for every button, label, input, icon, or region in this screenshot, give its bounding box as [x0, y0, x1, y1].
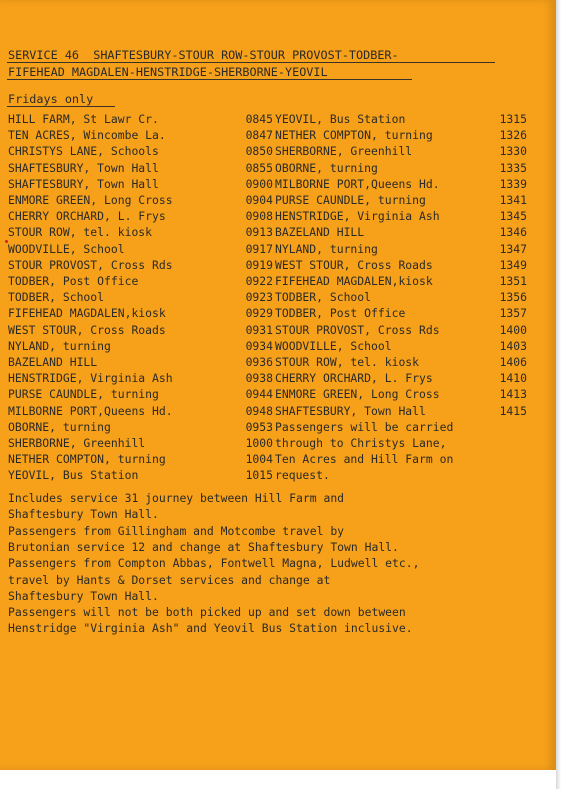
- timetable-time: 1326: [499, 128, 527, 143]
- timetable-time: 0847: [245, 128, 273, 143]
- ink-speck: [5, 240, 8, 243]
- service-heading-line2: FIFEHEAD MAGDALEN-HENSTRIDGE-SHERBORNE-YEOVIL: [8, 65, 328, 79]
- timetable-stop: TODBER, School: [8, 290, 105, 305]
- timetable-time: 1345: [499, 209, 527, 224]
- timetable-stop: NYLAND, turning: [275, 241, 378, 256]
- heading-underline-2: [7, 79, 412, 80]
- timetable-time: 0934: [245, 338, 273, 353]
- timetable-stop: CHERRY ORCHARD, L. Frys: [8, 209, 166, 224]
- footnote-line: Henstridge "Virginia Ash" and Yeovil Bus Station inclusive.: [8, 621, 413, 636]
- page-edge: [556, 0, 561, 789]
- timetable-time: 1347: [499, 241, 527, 256]
- timetable-stop: MILBORNE PORT,Queens Hd.: [8, 403, 173, 418]
- request-note-line: request.: [275, 468, 330, 483]
- timetable-stop: STOUR ROW, tel. kiosk: [8, 225, 153, 240]
- timetable-time: 0908: [245, 209, 273, 224]
- request-note-line: Ten Acres and Hill Farm on: [275, 452, 454, 467]
- timetable-stop: NYLAND, turning: [8, 338, 111, 353]
- days-of-operation: Fridays only: [8, 92, 94, 106]
- timetable-stop: WEST STOUR, Cross Roads: [8, 322, 166, 337]
- footnote-line: travel by Hants & Dorset services and change at: [8, 572, 331, 587]
- timetable-stop: YEOVIL, Bus Station: [8, 468, 139, 483]
- timetable-time: 1403: [499, 338, 527, 353]
- timetable-stop: STOUR ROW, tel. kiosk: [275, 355, 420, 369]
- timetable-stop: TEN ACRES, Wincombe La.: [8, 128, 166, 143]
- timetable-time: 0923: [245, 290, 273, 305]
- timetable-time: 0919: [245, 257, 273, 272]
- timetable-time: 1335: [499, 160, 527, 175]
- timetable-time: 1410: [499, 371, 527, 386]
- timetable-time: 1341: [499, 193, 527, 207]
- footnote-line: Passengers from Compton Abbas, Fontwell Magna, Ludwell etc.,: [8, 556, 420, 571]
- timetable-stop: WEST STOUR, Cross Roads: [275, 257, 433, 272]
- request-note-line: through to Christys Lane,: [275, 436, 447, 450]
- timetable-time: 0938: [245, 371, 273, 386]
- timetable-time: 1004: [245, 452, 273, 467]
- timetable-time: 0931: [245, 322, 273, 337]
- timetable-stop: PURSE CAUNDLE, turning: [275, 193, 426, 207]
- timetable-time: 1413: [499, 387, 527, 402]
- timetable-time: 0850: [245, 144, 273, 159]
- timetable-time: 0900: [245, 176, 273, 191]
- timetable-stop: BAZELAND HILL: [275, 225, 365, 240]
- timetable-time: 0944: [245, 387, 273, 402]
- timetable-stop: NETHER COMPTON, turning: [8, 452, 166, 467]
- timetable-time: 1415: [499, 403, 527, 418]
- days-underline: [7, 106, 115, 107]
- timetable-stop: WOODVILLE, School: [275, 338, 392, 353]
- timetable-time: 1346: [499, 225, 527, 240]
- timetable-time: 0913: [245, 225, 273, 240]
- timetable-stop: SHERBORNE, Greenhill: [8, 436, 146, 450]
- timetable-stop: TODBER, School: [275, 290, 372, 305]
- timetable-time: 0855: [245, 160, 273, 175]
- timetable-time: 0953: [245, 419, 273, 434]
- timetable-time: 1339: [499, 176, 527, 191]
- timetable-time: 1357: [499, 306, 527, 321]
- timetable-stop: SHAFTESBURY, Town Hall: [275, 403, 426, 418]
- timetable-stop: SHERBORNE, Greenhill: [275, 144, 413, 159]
- timetable-stop: OBORNE, turning: [8, 419, 111, 434]
- request-note-line: Passengers will be carried: [275, 419, 454, 434]
- timetable-stop: ENMORE GREEN, Long Cross: [275, 387, 440, 402]
- footnote-line: Shaftesbury Town Hall.: [8, 588, 159, 603]
- timetable-stop: CHERRY ORCHARD, L. Frys: [275, 371, 433, 386]
- timetable-stop: HENSTRIDGE, Virginia Ash: [8, 371, 173, 386]
- timetable-stop: HILL FARM, St Lawr Cr.: [8, 112, 159, 126]
- timetable-time: 0845: [245, 112, 273, 126]
- timetable-time: 1000: [245, 436, 273, 450]
- timetable-stop: NETHER COMPTON, turning: [275, 128, 433, 143]
- timetable-stop: ENMORE GREEN, Long Cross: [8, 193, 173, 207]
- timetable-stop: FIFEHEAD MAGDALEN,kiosk: [8, 306, 166, 321]
- timetable-time: 0929: [245, 306, 273, 321]
- timetable-stop: FIFEHEAD MAGDALEN,kiosk: [275, 274, 433, 288]
- timetable-time: 1356: [499, 290, 527, 305]
- timetable-stop: YEOVIL, Bus Station: [275, 112, 406, 126]
- service-heading-line1: SERVICE 46 SHAFTESBURY-STOUR ROW-STOUR PROVOST-TODBER-: [8, 48, 399, 62]
- footnote-line: Includes service 31 journey between Hill Farm and: [8, 491, 345, 505]
- timetable-stop: STOUR PROVOST, Cross Rds: [8, 257, 173, 272]
- timetable-time: 1315: [499, 112, 527, 126]
- timetable-time: 1400: [499, 322, 527, 337]
- timetable-time: 1406: [499, 355, 527, 369]
- timetable-time: 1349: [499, 257, 527, 272]
- timetable-stop: TODBER, Post Office: [8, 274, 139, 288]
- heading-underline-1: [7, 62, 495, 63]
- timetable-stop: PURSE CAUNDLE, turning: [8, 387, 159, 402]
- timetable-stop: HENSTRIDGE, Virginia Ash: [275, 209, 440, 224]
- footnote-line: Passengers will not be both picked up and set down between: [8, 605, 406, 620]
- timetable-time: 0904: [245, 193, 273, 207]
- timetable-time: 0936: [245, 355, 273, 369]
- timetable-time: 1015: [245, 468, 273, 483]
- timetable-stop: OBORNE, turning: [275, 160, 378, 175]
- timetable-stop: TODBER, Post Office: [275, 306, 406, 321]
- timetable-stop: CHRISTYS LANE, Schools: [8, 144, 159, 159]
- timetable-time: 0922: [245, 274, 273, 288]
- footnote-line: Shaftesbury Town Hall.: [8, 507, 159, 522]
- footnote-line: Passengers from Gillingham and Motcombe travel by: [8, 523, 345, 538]
- timetable-stop: BAZELAND HILL: [8, 355, 98, 369]
- timetable-stop: SHAFTESBURY, Town Hall: [8, 160, 159, 175]
- timetable-time: 1330: [499, 144, 527, 159]
- timetable-stop: MILBORNE PORT,Queens Hd.: [275, 176, 440, 191]
- timetable-time: 0917: [245, 241, 273, 256]
- timetable-time: 0948: [245, 403, 273, 418]
- timetable-stop: SHAFTESBURY, Town Hall: [8, 176, 159, 191]
- timetable-stop: WOODVILLE, School: [8, 241, 125, 256]
- timetable-stop: STOUR PROVOST, Cross Rds: [275, 322, 440, 337]
- footnote-line: Brutonian service 12 and change at Shaftesbury Town Hall.: [8, 539, 399, 554]
- timetable-time: 1351: [499, 274, 527, 288]
